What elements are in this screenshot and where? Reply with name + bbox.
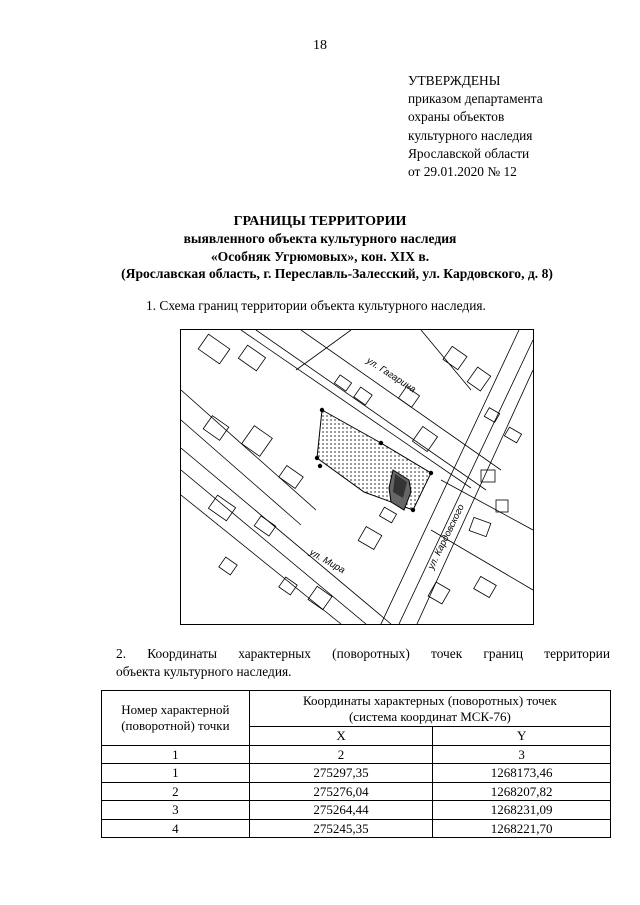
approval-line: УТВЕРЖДЕНЫ xyxy=(408,73,501,88)
table-row xyxy=(102,782,611,801)
header-coordinates-line-2: (система координат МСК-76) xyxy=(348,708,511,724)
coordinates-table xyxy=(101,690,611,838)
table-cell: 2 xyxy=(249,745,433,764)
title-line-3: «Особняк Угрюмовых», кон. XIX в. xyxy=(210,248,430,264)
header-x: X xyxy=(249,727,433,746)
section-2-line-2: объекта культурного наследия. xyxy=(116,664,292,679)
page-number: 18 xyxy=(313,38,327,53)
header-coordinates-line-1: Координаты характерных (поворотных) точек xyxy=(302,693,557,708)
section-2-heading xyxy=(116,645,610,681)
table-row xyxy=(102,764,611,783)
approval-stamp xyxy=(408,72,543,181)
table-cell: 1268231,09 xyxy=(433,801,611,820)
table-cell: 1268207,82 xyxy=(433,782,611,801)
table-cell: 275264,44 xyxy=(249,801,433,820)
table-cell: 2 xyxy=(102,782,250,801)
table-row xyxy=(102,819,611,838)
street-label-gagarina: ул. Гагарина xyxy=(364,355,418,396)
table-cell: 275297,35 xyxy=(249,764,433,783)
title-line-4: (Ярославская область, г. Переславль-Залесский, ул. Кардовского, д. 8) xyxy=(121,266,553,282)
map-drawing xyxy=(181,330,533,624)
table-cell: 275245,35 xyxy=(249,819,433,838)
section-2-line-1: 2. Координаты характерных (поворотных) точек границ территории xyxy=(116,646,610,661)
document-title xyxy=(0,213,640,283)
section-1-heading: 1. Схема границ территории объекта культурного наследия. xyxy=(146,298,486,313)
table-index-row xyxy=(102,745,611,764)
table-cell: 1 xyxy=(102,764,250,783)
table-cell: 275276,04 xyxy=(249,782,433,801)
table-cell: 1268173,46 xyxy=(433,764,611,783)
street-label-kardovskogo: ул. Кардовского xyxy=(425,502,467,572)
header-coordinates xyxy=(249,691,610,727)
approval-line: приказом департамента xyxy=(408,91,543,107)
approval-line: культурного наследия xyxy=(408,127,533,143)
territory-map xyxy=(180,329,534,625)
approval-line: охраны объектов xyxy=(408,109,505,125)
table-cell: 3 xyxy=(102,801,250,820)
street-label-mira: ул. Мира xyxy=(307,547,347,577)
table-header-row xyxy=(102,691,611,727)
title-line-2: выявленного объекта культурного наследия xyxy=(183,231,457,247)
table-cell: 1 xyxy=(102,745,250,764)
approval-line: Ярославской области xyxy=(408,145,530,161)
heritage-territory xyxy=(317,410,431,510)
table-cell: 3 xyxy=(433,745,611,764)
title-line-1: ГРАНИЦЫ ТЕРРИТОРИИ xyxy=(233,214,407,229)
header-y: Y xyxy=(433,727,611,746)
table-cell: 1268221,70 xyxy=(433,819,611,838)
table-row xyxy=(102,801,611,820)
approval-line: от 29.01.2020 № 12 xyxy=(408,164,517,180)
table-cell: 4 xyxy=(102,819,250,838)
header-point-number: Номер характерной (поворотной) точки xyxy=(102,691,250,746)
